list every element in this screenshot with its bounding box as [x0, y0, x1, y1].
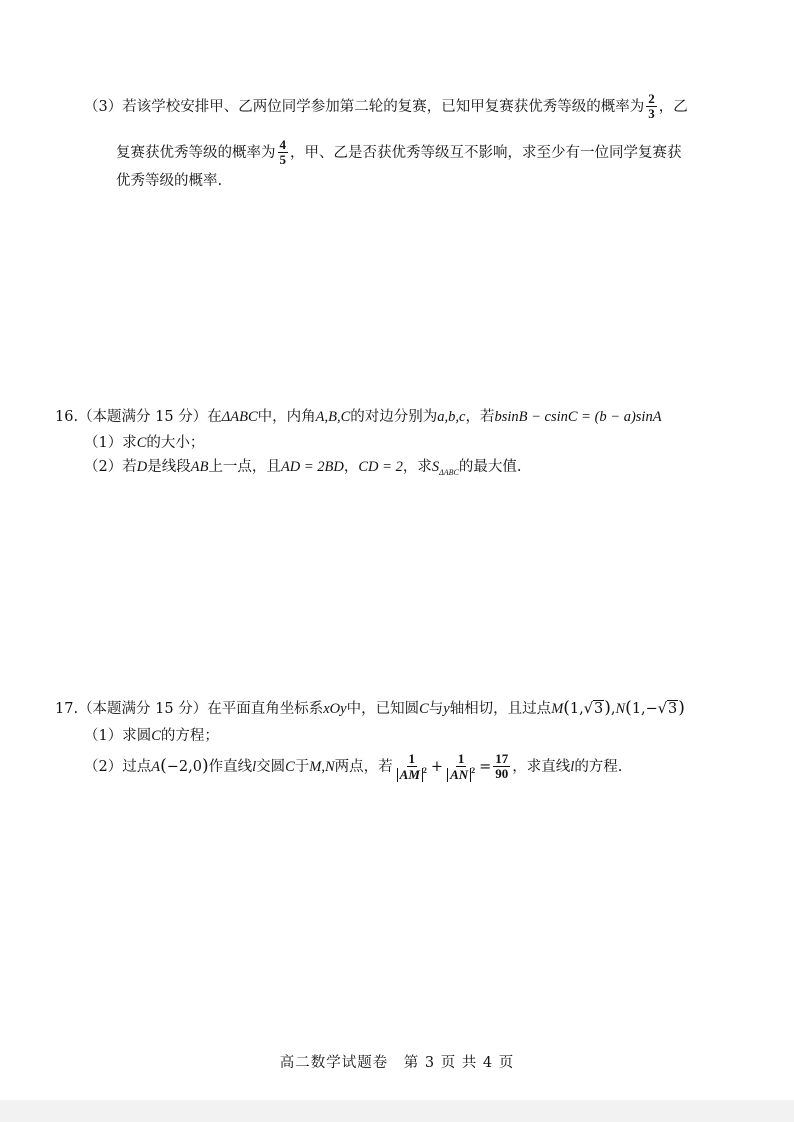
page-footer: 高二数学试题卷 第 3 页 共 4 页 [279, 1055, 515, 1071]
q16-score: （本题满分 15 分） [78, 409, 208, 425]
sqrt-symbol: √3 [583, 701, 604, 717]
q15-3-line-1: （3）若该学校安排甲、乙两位同学参加第二轮的复赛，已知甲复赛获优秀等级的概率为 $\frac{2}{3}$ ，乙 [84, 91, 688, 122]
q15-3-text-1: 若该学校安排甲、乙两位同学参加第二轮的复赛，已知甲复赛获优秀等级的概率为 [122, 98, 645, 115]
q15-3-label: （3） [84, 98, 123, 115]
q16-number: 16. [55, 409, 79, 425]
fraction-4-5: $\frac{4}{5}$ [279, 137, 286, 168]
fraction-1-over-am-squared: $\frac{1}{AM ^2}$ [395, 752, 429, 782]
q17-part-1: （1）求圆C的方程； [84, 728, 219, 744]
q15-3-line-2: 复赛获优秀等级的概率为 $\frac{4}{5}$ ，甲、乙是否获优秀等级互不影响，求至少有一位同学复赛获 [116, 137, 682, 168]
page-bottom-edge [0, 1100, 794, 1122]
q16-part-1: （1）求C的大小； [84, 435, 205, 451]
area-symbol: $S_{\Delta ABC}$ [431, 459, 459, 477]
q17-stem: 17.（本题满分 15 分）在平面直角坐标系xOy中，已知圆C与y轴相切，且过点M(1,√3),N(1,−√3) [55, 698, 685, 718]
q16-stem: 16.（本题满分 15 分）在ΔABC中，内角A,B,C的对边分别为a,b,c，若bsinB − csinC = (b − a)sinA [55, 409, 662, 425]
q16-equation: bsinB − csinC = (b − a)sinA [494, 409, 662, 425]
sqrt-symbol: √3 [657, 701, 678, 717]
fraction-1-over-an-squared: $\frac{1}{AN ^2}$ [445, 752, 477, 782]
q17-part-2: （2）过点A(−2,0)作直线l交圆C于M,N两点，若 $\frac{1}{AM ^2}$ + $\frac{1}{AN ^2}$ = $\frac{17}{90}$ ，求直线l的方程. [84, 751, 623, 782]
q16-part-2: （2）若D是线段AB上一点，且AD = 2BD，CD = 2，求$S_{\Delta ABC}$的最大值. [84, 459, 522, 477]
q15-3-line-3: 优秀等级的概率. [116, 173, 223, 189]
fraction-2-3: $\frac{2}{3}$ [648, 91, 655, 122]
fraction-17-90: $\frac{17}{90}$ [495, 751, 509, 782]
